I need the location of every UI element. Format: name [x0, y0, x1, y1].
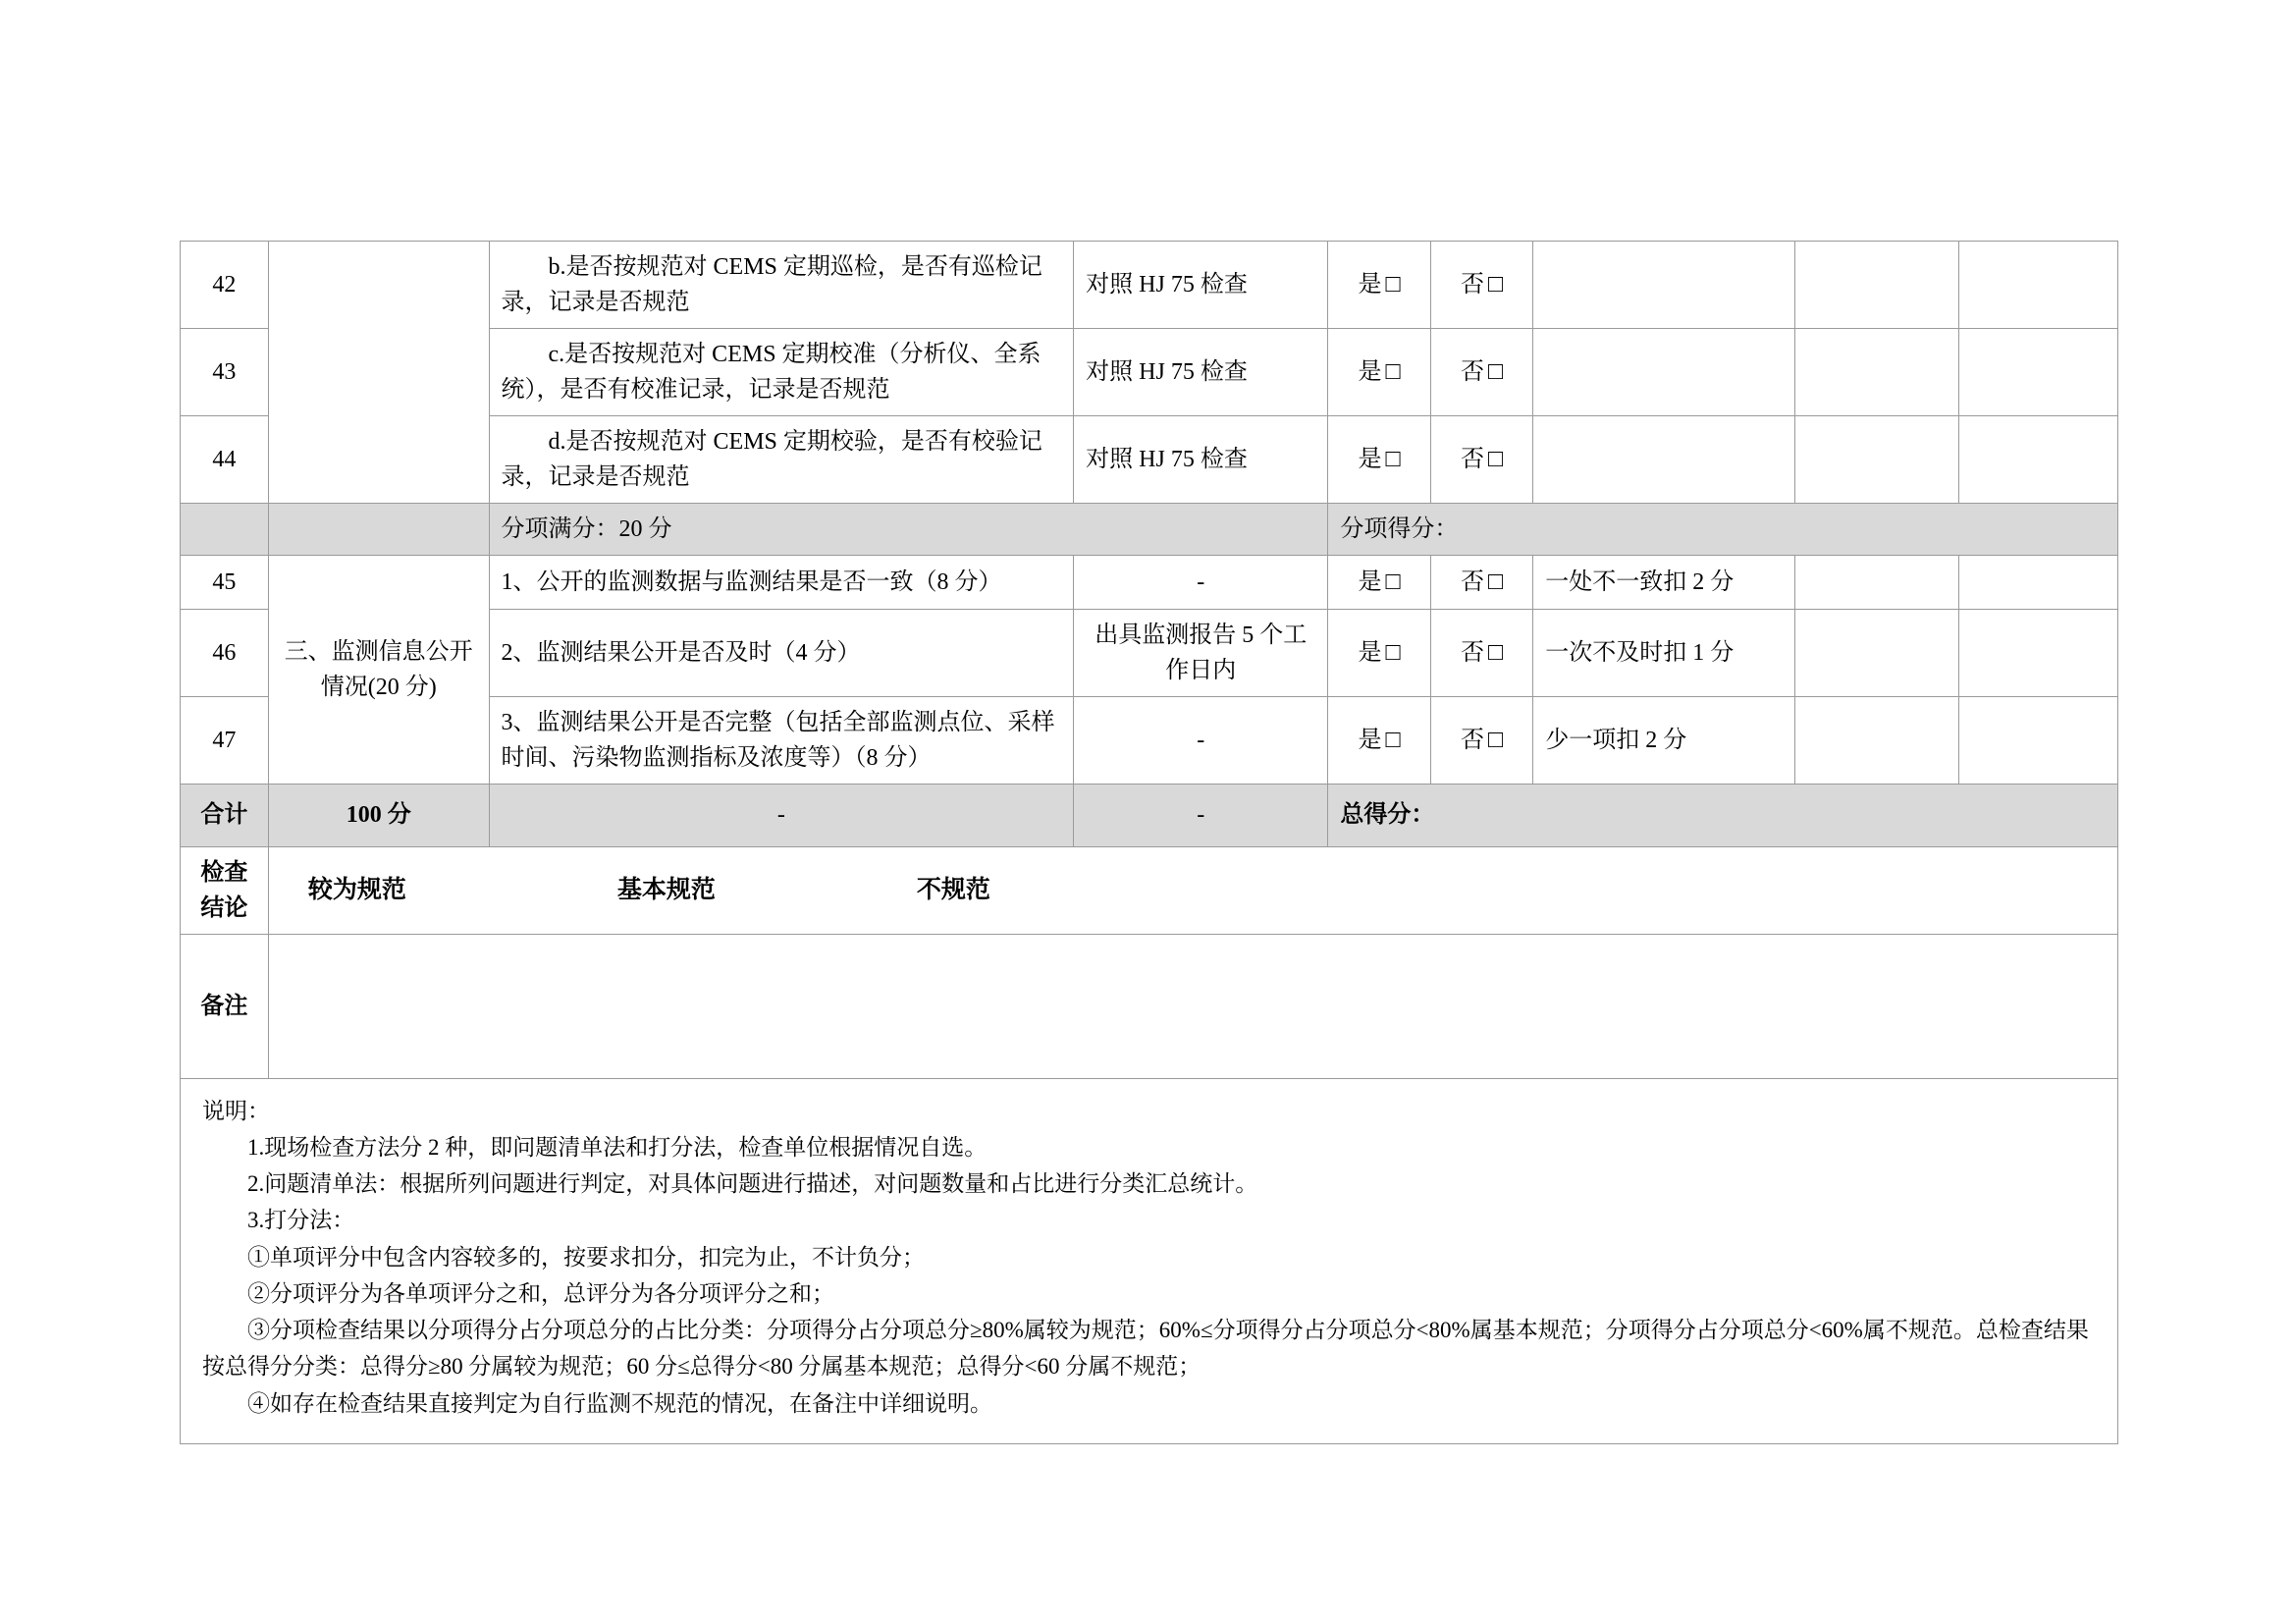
row-item: 3、监测结果公开是否完整（包括全部监测点位、采样时间、污染物监测指标及浓度等）（8 分） [489, 696, 1074, 784]
remark-row [181, 934, 2118, 1078]
row-yes-checkbox[interactable] [1328, 609, 1430, 696]
row-yes-checkbox[interactable] [1328, 329, 1430, 416]
checkbox-icon[interactable] [1382, 569, 1401, 595]
subtotal-band-row [181, 504, 2118, 556]
row-blank-2[interactable] [1958, 696, 2117, 784]
row-item: d.是否按规范对 CEMS 定期校验，是否有校验记录，记录是否规范 [489, 416, 1074, 504]
row-method: 对照 HJ 75 检查 [1074, 329, 1328, 416]
checkbox-icon[interactable] [1484, 272, 1503, 298]
row-blank-2[interactable] [1958, 416, 2117, 504]
row-item: 2、监测结果公开是否及时（4 分） [489, 609, 1074, 696]
yes-label: 是 [1358, 569, 1382, 595]
notes-line-6: ③分项检查结果以分项得分占分项总分的占比分类：分项得分占分项总分≥80%属较为规范；60%≤分项得分占分项总分<80%属基本规范；分项得分占分项总分<60%属不规范。总检查结果按总得分分类：总得分≥80 分属较为规范；60 分≤总得分<80 分属基本规范；总得分<60 分属不规范； [202, 1318, 2089, 1380]
notes-line-1: 1.现场检查方法分 2 种，即问题清单法和打分法，检查单位根据情况自选。 [247, 1134, 988, 1160]
checkbox-icon[interactable] [1484, 447, 1503, 472]
yes-label: 是 [1358, 639, 1382, 666]
total-score-label: 总得分： [1328, 784, 2118, 846]
yes-label: 是 [1358, 447, 1382, 473]
notes-line-4: ①单项评分中包含内容较多的，按要求扣分，扣完为止，不计负分； [247, 1244, 925, 1270]
checkbox-icon[interactable] [1484, 569, 1503, 595]
row-blank-1[interactable] [1794, 329, 1958, 416]
row-blank-2[interactable] [1958, 329, 2117, 416]
row-yes-checkbox[interactable] [1328, 416, 1430, 504]
row-number: 46 [181, 609, 269, 696]
notes-line-7: ④如存在检查结果直接判定为自行监测不规范的情况，在备注中详细说明。 [247, 1390, 992, 1416]
total-row [181, 784, 2118, 846]
no-label: 否 [1461, 359, 1484, 386]
row-no-checkbox[interactable] [1430, 696, 1532, 784]
row-item: 1、公开的监测数据与监测结果是否一致（8 分） [489, 556, 1074, 610]
row-deduction: 一处不一致扣 2 分 [1533, 556, 1794, 610]
row-no-checkbox[interactable] [1430, 242, 1532, 329]
no-label: 否 [1461, 569, 1484, 595]
checkbox-icon[interactable] [1382, 447, 1401, 472]
subtotal-blank-number [181, 504, 269, 556]
total-method-dash: - [1074, 784, 1328, 846]
no-label: 否 [1461, 727, 1484, 753]
no-label: 否 [1461, 447, 1484, 473]
row-number: 44 [181, 416, 269, 504]
no-label: 否 [1461, 272, 1484, 298]
remark-label: 备注 [181, 934, 269, 1078]
checkbox-icon[interactable] [1382, 728, 1401, 753]
checkbox-icon[interactable] [1484, 728, 1503, 753]
conclusion-option-nonstandard[interactable]: 不规范 [916, 876, 990, 903]
row-item: c.是否按规范对 CEMS 定期校准（分析仪、全系统），是否有校准记录，记录是否规范 [489, 329, 1074, 416]
row-number: 43 [181, 329, 269, 416]
section-category-label: 三、监测信息公开情况(20 分) [268, 556, 489, 785]
row-yes-checkbox[interactable] [1328, 696, 1430, 784]
conclusion-options [268, 846, 2117, 934]
row-no-checkbox[interactable] [1430, 329, 1532, 416]
row-item: b.是否按规范对 CEMS 定期巡检，是否有巡检记录，记录是否规范 [489, 242, 1074, 329]
inspection-table [180, 241, 2118, 1079]
row-blank-1[interactable] [1794, 609, 1958, 696]
row-blank-2[interactable] [1958, 242, 2117, 329]
row-blank-2[interactable] [1958, 609, 2117, 696]
subtotal-full-score: 分项满分：20 分 [489, 504, 1328, 556]
row-no-checkbox[interactable] [1430, 416, 1532, 504]
conclusion-row [181, 846, 2118, 934]
yes-label: 是 [1358, 272, 1382, 298]
conclusion-option-standard[interactable]: 较为规范 [307, 876, 406, 903]
row-deduction [1533, 329, 1794, 416]
checkbox-icon[interactable] [1484, 359, 1503, 385]
checkbox-icon[interactable] [1382, 272, 1401, 298]
row-number: 45 [181, 556, 269, 610]
row-deduction: 一次不及时扣 1 分 [1533, 609, 1794, 696]
table-row [181, 556, 2118, 610]
yes-label: 是 [1358, 727, 1382, 753]
row-number: 47 [181, 696, 269, 784]
table-row [181, 242, 2118, 329]
checkbox-icon[interactable] [1484, 640, 1503, 666]
row-blank-1[interactable] [1794, 242, 1958, 329]
row-blank-2[interactable] [1958, 556, 2117, 610]
conclusion-option-basic[interactable]: 基本规范 [616, 876, 716, 903]
subtotal-blank-category [268, 504, 489, 556]
row-deduction [1533, 416, 1794, 504]
row-method: - [1074, 696, 1328, 784]
inspection-table-wrapper [180, 241, 2118, 1444]
row-no-checkbox[interactable] [1430, 556, 1532, 610]
remark-value[interactable] [268, 934, 2117, 1078]
total-item-dash: - [489, 784, 1074, 846]
row-yes-checkbox[interactable] [1328, 556, 1430, 610]
notes-title: 说明： [202, 1098, 270, 1123]
notes-line-3: 3.打分法： [247, 1208, 355, 1233]
total-score: 100 分 [268, 784, 489, 846]
row-blank-1[interactable] [1794, 416, 1958, 504]
row-category [268, 242, 489, 504]
row-method: - [1074, 556, 1328, 610]
row-method: 对照 HJ 75 检查 [1074, 416, 1328, 504]
row-deduction [1533, 242, 1794, 329]
checkbox-icon[interactable] [1382, 359, 1401, 385]
row-blank-1[interactable] [1794, 696, 1958, 784]
no-label: 否 [1461, 639, 1484, 666]
row-method: 对照 HJ 75 检查 [1074, 242, 1328, 329]
notes-line-5: ②分项评分为各单项评分之和，总评分为各分项评分之和； [247, 1280, 834, 1306]
notes-line-2: 2.问题清单法：根据所列问题进行判定，对具体问题进行描述，对问题数量和占比进行分类汇总统计。 [247, 1171, 1258, 1196]
notes-block [180, 1079, 2118, 1444]
row-blank-1[interactable] [1794, 556, 1958, 610]
conclusion-label: 检查结论 [181, 846, 269, 934]
row-yes-checkbox[interactable] [1328, 242, 1430, 329]
row-method: 出具监测报告 5 个工作日内 [1074, 609, 1328, 696]
row-number: 42 [181, 242, 269, 329]
yes-label: 是 [1358, 359, 1382, 386]
row-deduction: 少一项扣 2 分 [1533, 696, 1794, 784]
checkbox-icon[interactable] [1382, 640, 1401, 666]
total-label: 合计 [181, 784, 269, 846]
subtotal-score: 分项得分： [1328, 504, 2118, 556]
row-no-checkbox[interactable] [1430, 609, 1532, 696]
